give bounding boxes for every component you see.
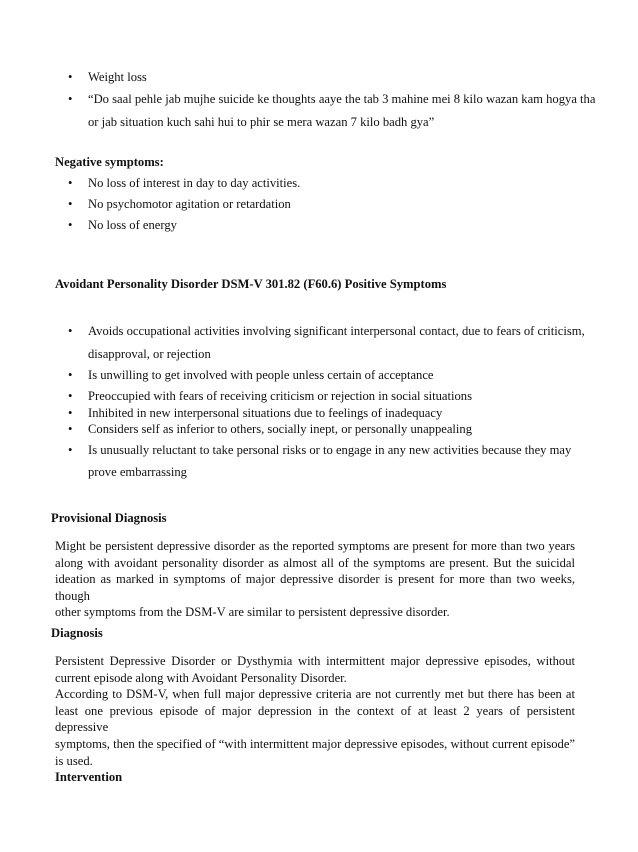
paragraph-line: symptoms, then the specified of “with intermittent major depressive episodes, without current episode”	[55, 736, 575, 751]
bullet-marker: •	[68, 406, 73, 420]
provisional-diagnosis-heading: Provisional Diagnosis	[51, 511, 167, 525]
bullet-marker: •	[68, 443, 73, 457]
diagnosis-paragraph	[55, 653, 575, 769]
bullet-text: Weight loss	[88, 70, 147, 84]
bullet-marker: •	[68, 389, 73, 403]
paragraph-line: Persistent Depressive Disorder or Dysthymia with intermittent major depressive episodes, without	[55, 654, 575, 668]
bullet-text: Is unusually reluctant to take personal risks or to engage in any new activities because they may	[88, 443, 572, 457]
paragraph-line: Might be persistent depressive disorder as the reported symptoms are present for more than two years	[55, 539, 575, 553]
bullet-text: Considers self as inferior to others, socially inept, or personally unappealing	[88, 422, 473, 436]
bullet-text: “Do saal pehle jab mujhe suicide ke thoughts aaye the tab 3 mahine mei 8 kilo wazan kam hogya tha	[88, 92, 596, 106]
paragraph-line: is used.	[55, 753, 93, 768]
paragraph-line: ideation as marked in symptoms of major depressive disorder is present for more than two weeks, though	[55, 572, 575, 603]
paragraph-line: other symptoms from the DSM-V are similar to persistent depressive disorder.	[55, 605, 450, 620]
paragraph-line: According to DSM-V, when full major depressive criteria are not currently met but there has been at	[55, 687, 575, 702]
bullet-text: No loss of interest in day to day activities.	[88, 176, 301, 190]
bullet-text-continued: disapproval, or rejection	[88, 347, 211, 361]
bullet-text: No loss of energy	[88, 218, 177, 232]
paragraph-line: current episode along with Avoidant Personality Disorder.	[55, 670, 347, 685]
paragraph-line: along with avoidant personality disorder as almost all of the symptoms are present. But the suicidal	[55, 555, 575, 570]
bullet-text-continued: prove embarrassing	[88, 465, 187, 479]
bullet-text: Is unwilling to get involved with people unless certain of acceptance	[88, 368, 434, 382]
paragraph-line: least one previous episode of major depression in the context of at least 2 years of persistent depressive	[55, 703, 575, 735]
bullet-text-continued: or jab situation kuch sahi hui to phir se mera wazan 7 kilo badh gya”	[88, 115, 435, 129]
bullet-marker: •	[68, 218, 73, 232]
negative-symptoms-heading: Negative symptoms:	[55, 155, 164, 169]
provisional-diagnosis-paragraph	[55, 538, 575, 621]
avoidant-heading: Avoidant Personality Disorder DSM-V 301.82 (F60.6) Positive Symptoms	[55, 277, 447, 291]
diagnosis-heading: Diagnosis	[51, 626, 103, 640]
intervention-heading: Intervention	[55, 770, 123, 784]
bullet-marker: •	[68, 422, 73, 436]
bullet-text: No psychomotor agitation or retardation	[88, 197, 291, 211]
bullet-marker: •	[68, 176, 73, 190]
bullet-marker: •	[68, 197, 73, 211]
bullet-marker: •	[68, 92, 73, 106]
bullet-text: Preoccupied with fears of receiving criticism or rejection in social situations	[88, 389, 472, 403]
bullet-marker: •	[68, 70, 73, 84]
bullet-text: Avoids occupational activities involving significant interpersonal contact, due to fears of criticism,	[88, 324, 585, 338]
bullet-text: Inhibited in new interpersonal situations due to feelings of inadequacy	[88, 406, 443, 420]
bullet-marker: •	[68, 368, 73, 382]
bullet-marker: •	[68, 324, 73, 338]
